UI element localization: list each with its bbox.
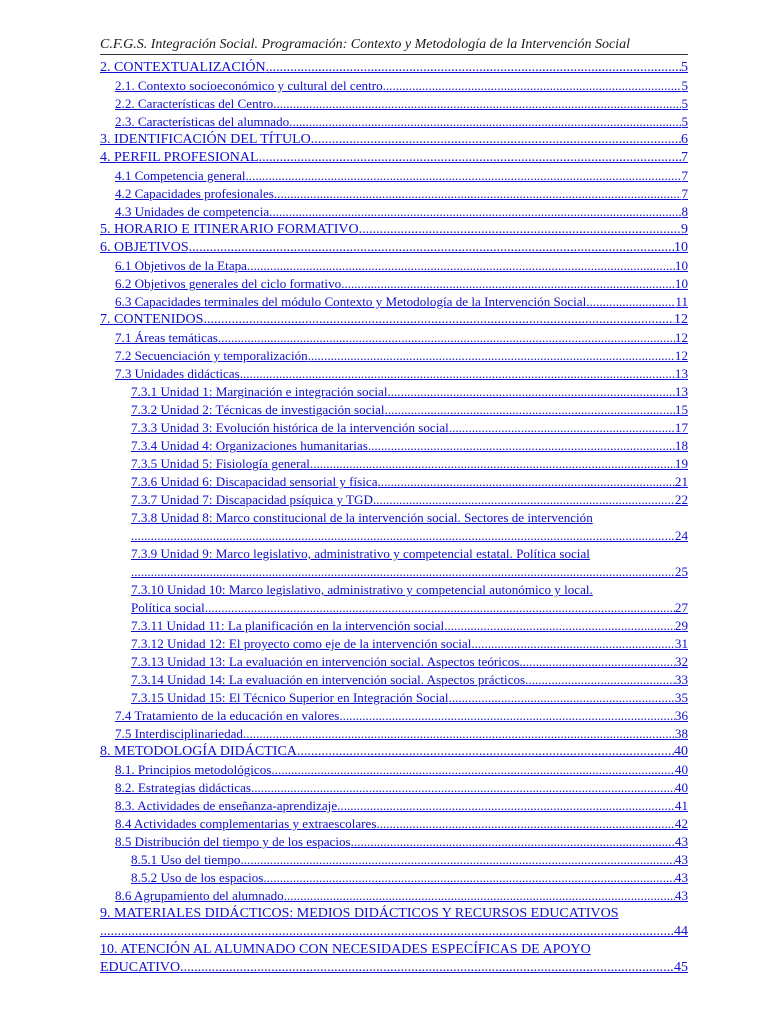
- toc-entry-title: 6.2 Objetivos generales del ciclo formativo: [115, 276, 342, 291]
- dot-leader: [385, 401, 675, 419]
- toc-entry[interactable]: [100, 113, 688, 131]
- dot-leader: [251, 779, 675, 797]
- toc-entry[interactable]: [100, 707, 688, 725]
- dot-leader: [247, 257, 675, 275]
- toc-entry[interactable]: [100, 653, 688, 671]
- toc-entry-title: 6. OBJETIVOS: [100, 240, 189, 255]
- toc-entry[interactable]: [100, 95, 688, 113]
- toc-page-number: 5: [681, 114, 688, 129]
- toc-entry-title: 4. PERFIL PROFESIONAL: [100, 150, 259, 165]
- dot-leader: [203, 311, 674, 329]
- toc-entry[interactable]: [100, 455, 688, 473]
- toc-entry-title: 7. CONTENIDOS: [100, 312, 204, 327]
- toc-entry-title: 7.3.7 Unidad 7: Discapacidad psíquica y TGD: [131, 492, 373, 507]
- dot-leader: [337, 797, 675, 815]
- toc-entry-title: 8.4 Actividades complementarias y extraescolares: [115, 816, 377, 831]
- toc-entry-title: 7.3.13 Unidad 13: La evaluación en intervención social. Aspectos teóricos: [131, 654, 520, 669]
- toc-entry[interactable]: [100, 383, 688, 401]
- toc-entry[interactable]: [100, 689, 688, 707]
- toc-entry[interactable]: [100, 203, 688, 221]
- toc-entry-title: 8. METODOLOGÍA DIDÁCTICA: [100, 744, 297, 759]
- document-page: [100, 36, 688, 977]
- toc-entry-title: 3. IDENTIFICACIÓN DEL TÍTULO: [100, 132, 311, 147]
- toc-page-number: 31: [674, 636, 688, 651]
- dot-leader: [368, 437, 675, 455]
- dot-leader: [311, 131, 681, 149]
- dot-leader: [373, 491, 675, 509]
- dot-leader: [263, 869, 675, 887]
- toc-page-number: 18: [674, 438, 688, 453]
- toc-entry-title: 7.3.6 Unidad 6: Discapacidad sensorial y física: [131, 474, 378, 489]
- toc-entry-title: 7.3.8 Unidad 8: Marco constitucional de la intervención social. Sectores de intervención: [131, 510, 593, 525]
- dot-leader: [269, 203, 681, 221]
- toc-entry-title: 7.3.4 Unidad 4: Organizaciones humanitarias: [131, 438, 368, 453]
- toc-page-number: 42: [674, 816, 688, 831]
- toc-page-number: 40: [674, 744, 688, 759]
- toc-entry-title: 2.2. Características del Centro: [115, 96, 274, 111]
- toc-page-number: 40: [674, 780, 688, 795]
- toc-page-number: 8: [681, 204, 688, 219]
- toc-entry[interactable]: [100, 311, 688, 329]
- dot-leader: [180, 959, 674, 977]
- toc-entry[interactable]: [100, 401, 688, 419]
- toc-entry-title: 9. MATERIALES DIDÁCTICOS: MEDIOS DIDÁCTICOS Y RECURSOS EDUCATIVOS: [100, 906, 619, 921]
- dot-leader: [131, 563, 675, 581]
- toc-page-number: 43: [674, 834, 688, 849]
- toc-entry[interactable]: [100, 149, 688, 167]
- running-header: C.F.G.S. Integración Social. Programación: Contexto y Metodología de la Intervención Social: [100, 36, 688, 55]
- toc-entry-title: 4.3 Unidades de competencia: [115, 204, 270, 219]
- toc-page-number: 38: [674, 726, 688, 741]
- toc-page-number: 11: [675, 294, 688, 309]
- toc-page-number: 19: [674, 456, 688, 471]
- dot-leader: [378, 473, 675, 491]
- dot-leader: [274, 185, 682, 203]
- toc-entry[interactable]: [100, 59, 688, 77]
- toc-entry[interactable]: [100, 509, 688, 545]
- dot-leader: [240, 365, 675, 383]
- toc-page-number: 5: [681, 78, 688, 93]
- toc-entry-title: 8.6 Agrupamiento del alumnado: [115, 888, 284, 903]
- toc-page-number: 43: [674, 870, 688, 885]
- dot-leader: [339, 707, 675, 725]
- toc-entry-title: 7.3.14 Unidad 14: La evaluación en intervención social. Aspectos prácticos: [131, 672, 526, 687]
- toc-entry[interactable]: [100, 365, 688, 383]
- toc-page-number: 24: [674, 528, 688, 543]
- toc-entry[interactable]: [100, 797, 688, 815]
- toc-entry-title: 8.2. Estrategias didácticas: [115, 780, 251, 795]
- table-of-contents: [100, 59, 688, 977]
- toc-page-number: 9: [681, 222, 688, 237]
- toc-entry-title-continued: Política social: [131, 600, 205, 615]
- toc-entry[interactable]: [100, 131, 688, 149]
- toc-page-number: 12: [674, 330, 688, 345]
- toc-entry-title: 10. ATENCIÓN AL ALUMNADO CON NECESIDADES ESPECÍFICAS DE APOYO: [100, 942, 591, 957]
- toc-page-number: 33: [674, 672, 688, 687]
- dot-leader: [519, 653, 675, 671]
- dot-leader: [471, 635, 675, 653]
- dot-leader: [310, 455, 675, 473]
- toc-entry-title: 4.1 Competencia general: [115, 168, 246, 183]
- toc-entry-title: 7.3 Unidades didácticas: [115, 366, 240, 381]
- toc-page-number: 40: [674, 762, 688, 777]
- toc-page-number: 7: [681, 186, 688, 201]
- toc-entry-title: 8.3. Actividades de enseñanza-aprendizaje: [115, 798, 338, 813]
- dot-leader: [586, 293, 675, 311]
- toc-entry[interactable]: [100, 473, 688, 491]
- toc-entry[interactable]: [100, 77, 688, 95]
- dot-leader: [449, 419, 675, 437]
- toc-entry-title: 7.3.1 Unidad 1: Marginación e integración social: [131, 384, 388, 399]
- dot-leader: [266, 59, 681, 77]
- dot-leader: [297, 743, 674, 761]
- toc-page-number: 22: [674, 492, 688, 507]
- toc-page-number: 6: [681, 132, 688, 147]
- toc-entry[interactable]: [100, 491, 688, 509]
- dot-leader: [308, 347, 675, 365]
- dot-leader: [351, 833, 675, 851]
- toc-entry[interactable]: [100, 329, 688, 347]
- toc-page-number: 21: [674, 474, 688, 489]
- toc-entry-title: 7.3.10 Unidad 10: Marco legislativo, administrativo y competencial autonómico y local.: [131, 582, 593, 597]
- toc-entry[interactable]: [100, 869, 688, 887]
- toc-entry[interactable]: [100, 617, 688, 635]
- toc-entry[interactable]: [100, 185, 688, 203]
- toc-page-number: 29: [674, 618, 688, 633]
- dot-leader: [271, 761, 675, 779]
- toc-entry-title: 8.5.1 Uso del tiempo: [131, 852, 241, 867]
- dot-leader: [289, 113, 681, 131]
- toc-page-number: 32: [674, 654, 688, 669]
- toc-entry-title: 7.3.2 Unidad 2: Técnicas de investigación social: [131, 402, 385, 417]
- toc-entry-title: 6.1 Objetivos de la Etapa: [115, 258, 247, 273]
- dot-leader: [341, 275, 675, 293]
- dot-leader: [273, 95, 681, 113]
- toc-page-number: 45: [674, 960, 688, 975]
- toc-entry[interactable]: [100, 833, 688, 851]
- toc-entry[interactable]: [100, 275, 688, 293]
- toc-entry-title: 8.5.2 Uso de los espacios: [131, 870, 264, 885]
- toc-page-number: 15: [674, 402, 688, 417]
- toc-entry-title: 7.3.12 Unidad 12: El proyecto como eje de la intervención social: [131, 636, 472, 651]
- toc-page-number: 12: [674, 348, 688, 363]
- toc-page-number: 25: [674, 564, 688, 579]
- dot-leader: [359, 221, 681, 239]
- toc-entry-title: 8.1. Principios metodológicos: [115, 762, 272, 777]
- toc-page-number: 7: [681, 168, 688, 183]
- toc-entry[interactable]: [100, 581, 688, 617]
- dot-leader: [240, 851, 674, 869]
- toc-entry[interactable]: [100, 347, 688, 365]
- dot-leader: [387, 383, 674, 401]
- dot-leader: [383, 77, 682, 95]
- dot-leader: [205, 599, 675, 617]
- toc-entry[interactable]: [100, 239, 688, 257]
- toc-page-number: 36: [674, 708, 688, 723]
- toc-entry-title: 7.3.3 Unidad 3: Evolución histórica de la intervención social: [131, 420, 449, 435]
- toc-page-number: 10: [674, 240, 688, 255]
- toc-entry[interactable]: [100, 293, 688, 311]
- toc-entry-title: 7.3.11 Unidad 11: La planificación en la intervención social: [131, 618, 445, 633]
- toc-entry[interactable]: [100, 743, 688, 761]
- toc-entry[interactable]: [100, 221, 688, 239]
- toc-entry[interactable]: [100, 257, 688, 275]
- toc-entry-title: 7.3.15 Unidad 15: El Técnico Superior en Integración Social: [131, 690, 449, 705]
- toc-page-number: 13: [674, 366, 688, 381]
- dot-leader: [449, 689, 675, 707]
- toc-page-number: 5: [681, 96, 688, 111]
- toc-page-number: 43: [674, 852, 688, 867]
- toc-entry-title: 2.1. Contexto socioeconómico y cultural del centro: [115, 78, 383, 93]
- toc-page-number: 17: [674, 420, 688, 435]
- toc-entry[interactable]: [100, 635, 688, 653]
- toc-entry[interactable]: [100, 437, 688, 455]
- toc-entry[interactable]: [100, 671, 688, 689]
- toc-page-number: 10: [674, 276, 688, 291]
- toc-entry-title: 7.3.9 Unidad 9: Marco legislativo, administrativo y competencial estatal. Política social: [131, 546, 590, 561]
- toc-page-number: 43: [674, 888, 688, 903]
- toc-entry[interactable]: [100, 887, 688, 905]
- toc-entry-title: 7.2 Secuenciación y temporalización: [115, 348, 308, 363]
- toc-entry-title: 2. CONTEXTUALIZACIÓN: [100, 60, 266, 75]
- toc-page-number: 27: [674, 600, 688, 615]
- dot-leader: [131, 527, 675, 545]
- toc-entry[interactable]: [100, 941, 688, 977]
- dot-leader: [246, 167, 682, 185]
- toc-entry[interactable]: [100, 419, 688, 437]
- toc-entry-title: 7.4 Tratamiento de la educación en valores: [115, 708, 340, 723]
- toc-page-number: 7: [681, 150, 688, 165]
- toc-entry-title: 4.2 Capacidades profesionales: [115, 186, 274, 201]
- dot-leader: [100, 923, 674, 941]
- toc-entry-title: 7.3.5 Unidad 5: Fisiología general: [131, 456, 310, 471]
- toc-entry[interactable]: [100, 779, 688, 797]
- toc-entry-title: 7.1 Áreas temáticas: [115, 330, 218, 345]
- toc-entry[interactable]: [100, 725, 688, 743]
- dot-leader: [444, 617, 675, 635]
- dot-leader: [189, 239, 674, 257]
- dot-leader: [525, 671, 675, 689]
- toc-entry-title: 2.3. Características del alumnado: [115, 114, 290, 129]
- toc-page-number: 35: [674, 690, 688, 705]
- toc-entry-title: 7.5 Interdisciplinariedad: [115, 726, 243, 741]
- toc-entry[interactable]: [100, 905, 688, 941]
- dot-leader: [259, 149, 681, 167]
- toc-entry[interactable]: [100, 815, 688, 833]
- toc-entry[interactable]: [100, 167, 688, 185]
- toc-page-number: 13: [674, 384, 688, 399]
- toc-page-number: 41: [674, 798, 688, 813]
- toc-page-number: 12: [674, 312, 688, 327]
- dot-leader: [376, 815, 674, 833]
- dot-leader: [284, 887, 675, 905]
- toc-entry[interactable]: [100, 545, 688, 581]
- toc-page-number: 5: [681, 60, 688, 75]
- toc-page-number: 44: [674, 924, 688, 939]
- dot-leader: [218, 329, 675, 347]
- toc-entry-title-continued: EDUCATIVO: [100, 960, 181, 975]
- dot-leader: [243, 725, 675, 743]
- toc-entry[interactable]: [100, 851, 688, 869]
- toc-entry[interactable]: [100, 761, 688, 779]
- toc-entry-title: 5. HORARIO E ITINERARIO FORMATIVO: [100, 222, 359, 237]
- toc-entry-title: 6.3 Capacidades terminales del módulo Contexto y Metodología de la Intervención Social: [115, 294, 587, 309]
- toc-entry-title: 8.5 Distribución del tiempo y de los espacios: [115, 834, 351, 849]
- toc-page-number: 10: [674, 258, 688, 273]
